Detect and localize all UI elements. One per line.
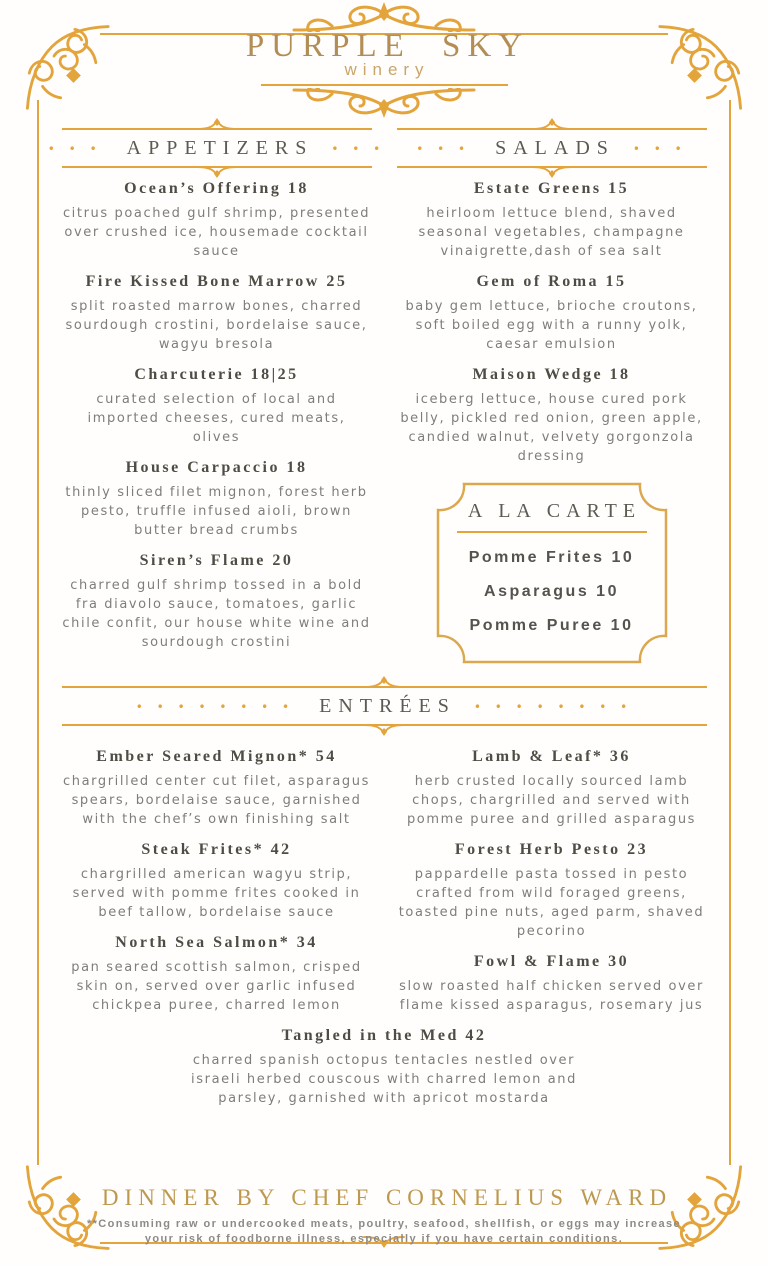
item-description: slow roasted half chicken served over flame kissed asparagus, rosemary jus	[399, 979, 704, 1013]
item-name: Maison Wedge 18	[472, 366, 631, 383]
header-flourish-icon	[274, 88, 494, 118]
section-entrees	[0, 686, 768, 1108]
item-name: Estate Greens 15	[473, 180, 630, 197]
a-la-carte-item: Asparagus 10	[484, 583, 619, 600]
menu-item	[397, 951, 707, 1015]
item-name: Tangled in the Med 42	[281, 1027, 487, 1044]
item-description: chargrilled center cut filet, asparagus spears, bordelaise sauce, garnished with the chef’s own finishing salt	[63, 774, 370, 827]
entrees-right-column	[397, 736, 707, 1015]
item-description: herb crusted locally sourced lamb chops, chargrilled and served with pomme puree and grilled asparagus	[406, 774, 697, 827]
item-name: Siren’s Flame 20	[139, 552, 294, 569]
menu-item	[397, 271, 707, 354]
dots-ornament: • • •	[331, 142, 386, 156]
section-appetizers	[47, 128, 386, 652]
section-title-salads: SALADS	[495, 136, 615, 159]
chef-line: DINNER BY CHEF CORNELIUS WARD	[101, 1185, 673, 1210]
appetizers-header	[47, 128, 386, 168]
menu-body	[0, 128, 768, 1108]
menu-item	[62, 746, 372, 829]
item-name: Gem of Roma 15	[476, 273, 627, 290]
item-description: charred spanish octopus tentacles nestled over israeli herbed couscous with charred lemon and parsley, garnished with apricot mostarda	[191, 1053, 577, 1106]
menu-item	[397, 364, 707, 466]
menu-item	[397, 746, 707, 829]
item-description: split roasted marrow bones, charred sourdough crostini, bordelaise sauce, wagyu bresola	[65, 299, 368, 352]
brand-header	[0, 0, 768, 118]
menu-item	[62, 550, 372, 652]
item-description: thinly sliced filet mignon, forest herb pesto, truffle infused aioli, brown butter bread crumbs	[65, 485, 368, 538]
item-name: Lamb & Leaf* 36	[472, 748, 631, 765]
item-description: pan seared scottish salmon, crisped skin on, served over garlic infused chickpea puree, charred lemon	[71, 960, 362, 1013]
item-description: heirloom lettuce blend, shaved seasonal vegetables, champagne vinaigrette,dash of sea salt	[418, 206, 685, 259]
menu-item-featured	[169, 1025, 599, 1108]
section-rule	[62, 686, 707, 688]
item-name: Forest Herb Pesto 23	[454, 841, 649, 858]
item-description: iceberg lettuce, house cured pork belly, pickled red onion, green apple, candied walnut, velvety gorgonzola dressing	[400, 392, 703, 464]
item-name: Steak Frites* 42	[141, 841, 292, 858]
brand-name: PURPLE SKY	[245, 28, 530, 64]
menu-item	[397, 178, 707, 261]
item-description: baby gem lettuce, brioche croutons, soft boiled egg with a runny yolk, caesar emulsion	[405, 299, 698, 352]
item-name: Fowl & Flame 30	[473, 953, 630, 970]
section-rule	[397, 166, 707, 168]
section-title-a-la-carte: A LA CARTE	[467, 500, 642, 522]
crown-icon	[530, 118, 574, 130]
menu-item	[62, 364, 372, 447]
crown-icon	[362, 676, 406, 688]
menu-item	[62, 457, 372, 540]
brand-tagline: winery	[344, 60, 430, 79]
item-name: Ocean’s Offering 18	[124, 180, 309, 197]
item-description: pappardelle pasta tossed in pesto crafted from wild foraged greens, toasted pine nuts, aged parm, shaved pecorino	[398, 867, 705, 939]
a-la-carte-item: Pomme Puree 10	[469, 617, 634, 634]
dots-ornament: • • • • • • • •	[473, 700, 633, 714]
section-rule	[397, 128, 707, 130]
crown-icon	[530, 166, 574, 178]
a-la-carte-item: Pomme Frites 10	[468, 549, 635, 566]
tagline-divider	[261, 84, 508, 86]
crown-icon	[195, 166, 239, 178]
plaque-border-icon	[432, 478, 672, 668]
menu-item	[397, 839, 707, 941]
menu-footer	[0, 1185, 768, 1247]
entrees-columns	[0, 736, 768, 1015]
menu-item	[62, 271, 372, 354]
item-name: Charcuterie 18|25	[134, 366, 299, 383]
item-description: citrus poached gulf shrimp, presented over crushed ice, housemade cocktail sauce	[62, 206, 371, 259]
upper-columns	[0, 128, 768, 668]
section-salads	[397, 128, 707, 668]
dots-ornament: • • •	[632, 142, 687, 156]
item-description: chargrilled american wagyu strip, served with pomme frites cooked in beef tallow, bordelaise sauce	[72, 867, 361, 920]
dots-ornament: • • •	[416, 142, 471, 156]
item-name: Ember Seared Mignon* 54	[96, 748, 337, 765]
entrees-left-column	[62, 736, 372, 1015]
menu-item	[62, 932, 372, 1015]
item-description: charred gulf shrimp tossed in a bold fra diavolo sauce, tomatoes, garlic chile confit, our house white wine and sourdough crostini	[62, 578, 371, 650]
menu-item	[62, 839, 372, 922]
section-rule	[62, 166, 372, 168]
item-name: Fire Kissed Bone Marrow 25	[85, 273, 348, 290]
item-name: North Sea Salmon* 34	[115, 934, 318, 951]
item-name: House Carpaccio 18	[125, 459, 308, 476]
a-la-carte-box	[432, 478, 672, 668]
section-rule	[62, 724, 707, 726]
crown-icon	[362, 724, 406, 736]
salads-header	[397, 128, 707, 168]
section-title-appetizers: APPETIZERS	[126, 136, 314, 159]
dots-ornament: • • • • • • • •	[135, 700, 295, 714]
dots-ornament: • • •	[47, 142, 102, 156]
section-rule	[62, 128, 372, 130]
section-title-entrees: ENTRÉES	[319, 694, 456, 717]
item-description: curated selection of local and imported cheeses, cured meats, olives	[87, 392, 346, 445]
crown-icon	[195, 118, 239, 130]
consumption-disclaimer: **Consuming raw or undercooked meats, poultry, seafood, shellfish, or eggs may increase your risk of foodborne illness, especially if you have certain conditions.	[86, 1218, 682, 1245]
menu-item	[62, 178, 372, 261]
entrees-header	[62, 686, 707, 726]
